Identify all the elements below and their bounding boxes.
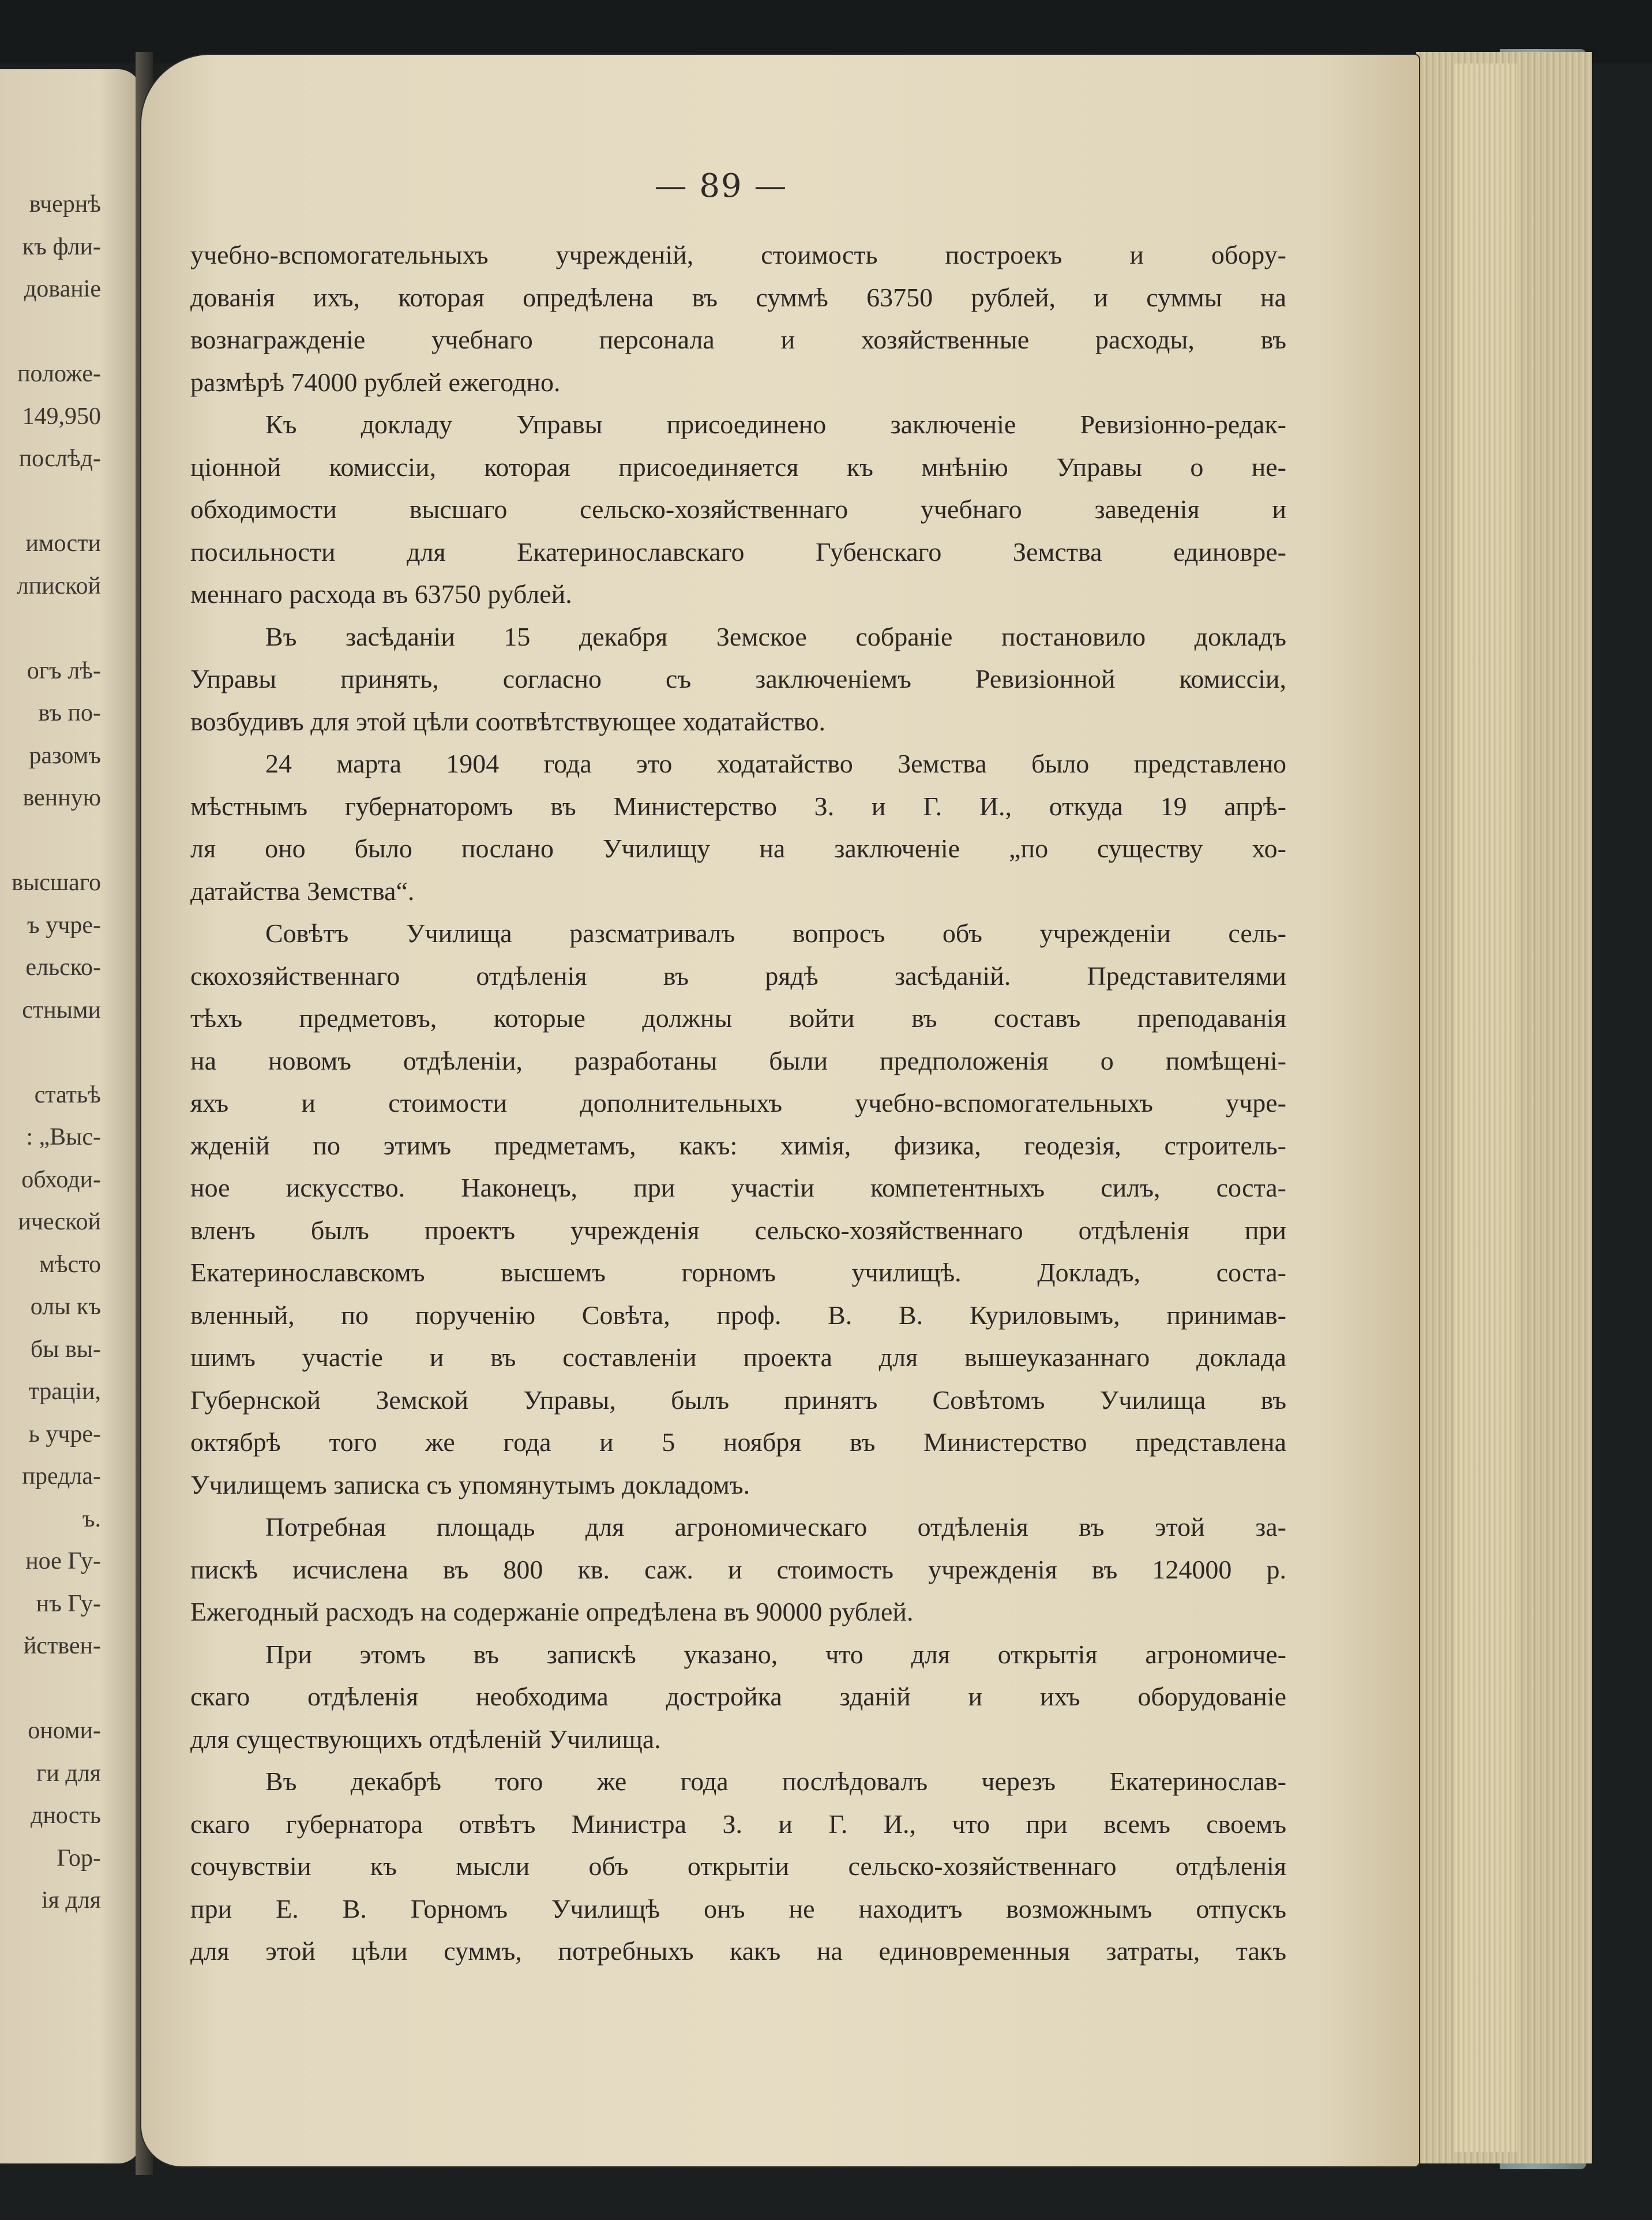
text-line: Управы принять, согласно съ заключеніемъ Ревизіонной комиссіи, xyxy=(190,664,1286,693)
text-line: для этой цѣли суммъ, потребныхъ какъ на единовременныя затраты, такъ xyxy=(190,1936,1286,1966)
left-page-text-fragment: имости xyxy=(25,530,101,557)
page-stack xyxy=(1454,63,1517,2152)
left-page-text-fragment: стными xyxy=(22,996,101,1023)
left-page-text-fragment: огъ лѣ- xyxy=(27,657,101,684)
text-line: дованія ихъ, которая опредѣлена въ суммѣ 63750 рублей, и суммы на xyxy=(190,282,1286,312)
left-facing-page xyxy=(0,69,141,2163)
text-line: Въ засѣданіи 15 декабря Земское собраніе постановило докладъ xyxy=(265,621,1286,651)
left-page-text-fragment: предла- xyxy=(22,1463,101,1490)
text-line: ля оно было послано Училищу на заключеніе „по существу хо- xyxy=(190,834,1286,863)
text-line: на новомъ отдѣленіи, разработаны были предположенія о помѣщені- xyxy=(190,1045,1286,1075)
left-page-text-fragment: ъ учре- xyxy=(27,912,101,939)
left-page-text-fragment: ія для xyxy=(41,1887,101,1914)
text-line: яхъ и стоимости дополнительныхъ учебно-вспомогательныхъ учре- xyxy=(190,1088,1286,1118)
left-page-text-fragment: къ фли- xyxy=(22,233,101,260)
left-page-text-fragment: мѣсто xyxy=(39,1251,101,1278)
text-line: жденій по этимъ предметамъ, какъ: химія, физика, геодезія, строитель- xyxy=(190,1130,1286,1160)
left-page-text-fragment: траціи, xyxy=(28,1378,101,1405)
text-line: Потребная площадь для агрономическаго отдѣленія въ этой за- xyxy=(265,1512,1286,1542)
text-line: возбудивъ для этой цѣли соотвѣтствующее ходатайство. xyxy=(190,706,825,736)
left-page-text-fragment: : „Выс- xyxy=(26,1124,101,1150)
text-line: При этомъ въ запискѣ указано, что для открытія агрономиче- xyxy=(265,1639,1286,1669)
text-line: Екатеринославскомъ высшемъ горномъ училищѣ. Докладъ, соста- xyxy=(190,1258,1286,1287)
left-page-text-fragment: дованіе xyxy=(24,276,101,302)
left-page-text-fragment: йствен- xyxy=(23,1633,101,1659)
text-line: тѣхъ предметовъ, которые должны войти въ составъ преподаванія xyxy=(190,1003,1286,1033)
left-page-text-fragment: олы къ xyxy=(30,1293,101,1320)
left-page-text-fragment: ь учре- xyxy=(28,1420,101,1447)
text-line: размѣрѣ 74000 рублей ежегодно. xyxy=(190,367,561,397)
text-line: обходимости высшаго сельско-хозяйственнаго учебнаго заведенія и xyxy=(190,494,1286,524)
page-body-text xyxy=(190,234,1286,1972)
left-page-text-fragment: высшаго xyxy=(12,869,101,896)
text-line: меннаго расхода въ 63750 рублей. xyxy=(190,579,572,609)
left-page-text-fragment: вчернѣ xyxy=(29,191,101,217)
text-line: вознагражденіе учебнаго персонала и хозяйственные расходы, въ xyxy=(190,325,1286,354)
left-page-text-fragment: разомъ xyxy=(29,742,101,769)
text-line: вленъ былъ проектъ учрежденія сельско-хозяйственнаго отдѣленія при xyxy=(190,1215,1286,1245)
text-line: октябрѣ того же года и 5 ноября въ Министерство представлена xyxy=(190,1427,1286,1457)
left-page-text-fragment: ъ. xyxy=(82,1505,101,1532)
text-line: Къ докладу Управы присоединено заключеніе Ревизіонно-редак- xyxy=(265,410,1286,439)
text-line: мѣстнымъ губернаторомъ въ Министерство З. и Г. И., откуда 19 апрѣ- xyxy=(190,791,1286,821)
left-page-text-fragment: ономи- xyxy=(28,1717,101,1744)
left-page-text-fragment: нъ Гу- xyxy=(36,1590,101,1617)
text-line: 24 марта 1904 года это ходатайство Земства было представлено xyxy=(265,749,1286,778)
text-line: скаго губернатора отвѣтъ Министра З. и Г. И., что при всемъ своемъ xyxy=(190,1809,1286,1839)
left-page-text-fragment: ги для xyxy=(36,1760,101,1787)
text-line: вленный, по порученію Совѣта, проф. В. В. Куриловымъ, принимав- xyxy=(190,1300,1286,1330)
scan-background xyxy=(0,0,1652,63)
text-line: ное искусство. Наконецъ, при участіи компетентныхъ силъ, соста- xyxy=(190,1173,1286,1202)
left-page-text-fragment: бы вы- xyxy=(30,1336,101,1363)
left-page-text-fragment: обходи- xyxy=(21,1166,101,1193)
text-line: Ежегодный расходъ на содержаніе опредѣлена въ 90000 рублей. xyxy=(190,1597,914,1626)
text-line: Училищемъ записка съ упомянутымъ докладомъ. xyxy=(190,1469,750,1499)
left-page-text-fragment: статьѣ xyxy=(34,1081,101,1108)
left-page-text-fragment: 149,950 xyxy=(22,403,101,430)
text-line: датайства Земства“. xyxy=(190,876,415,906)
left-page-text-fragment: венную xyxy=(22,785,101,811)
left-page-text-fragment: лпиской xyxy=(16,572,101,599)
text-line: Въ декабрѣ того же года послѣдовалъ черезъ Екатеринослав- xyxy=(265,1767,1286,1796)
text-line: пискѣ исчислена въ 800 кв. саж. и стоимость учрежденія въ 124000 р. xyxy=(190,1554,1286,1584)
page-number: — 89 — xyxy=(654,167,788,205)
text-line: Совѣтъ Училища разсматривалъ вопросъ объ учрежденіи сель- xyxy=(265,918,1286,948)
text-line: посильности для Екатеринославскаго Губенскаго Земства единовре- xyxy=(190,537,1286,567)
left-page-text-fragment: положе- xyxy=(17,361,101,387)
text-line: для существующихъ отдѣленій Училища. xyxy=(190,1724,661,1754)
left-page-text-fragment: Гор- xyxy=(57,1844,101,1872)
left-page-text-fragment: послѣд- xyxy=(18,445,101,472)
text-line: сочувствіи къ мысли объ открытіи сельско-хозяйственнаго отдѣленія xyxy=(190,1851,1286,1881)
text-line: скохозяйственнаго отдѣленія въ рядѣ засѣданій. Представителями xyxy=(190,961,1286,991)
text-line: учебно-вспомогательныхъ учрежденій, стоимость построекъ и обору- xyxy=(190,240,1286,269)
left-page-text-fragment: ное Гу- xyxy=(25,1548,101,1574)
left-page-text-fragment: дность xyxy=(30,1802,101,1829)
left-page-text-fragment: ической xyxy=(18,1209,101,1235)
left-page-text-fragment: въ по- xyxy=(38,700,101,726)
left-page-text-fragment: ельско- xyxy=(25,954,101,981)
text-line: скаго отдѣленія необходима достройка зданій и ихъ оборудованіе xyxy=(190,1682,1286,1711)
text-line: шимъ участіе и въ составленіи проекта для вышеуказаннаго доклада xyxy=(190,1342,1286,1372)
text-line: при Е. В. Горномъ Училищѣ онъ не находитъ возможнымъ отпускъ xyxy=(190,1893,1286,1923)
text-line: ціонной комиссіи, которая присоединяется къ мнѣнію Управы о не- xyxy=(190,452,1286,482)
text-line: Губернской Земской Управы, былъ принятъ Совѣтомъ Училища въ xyxy=(190,1385,1286,1415)
